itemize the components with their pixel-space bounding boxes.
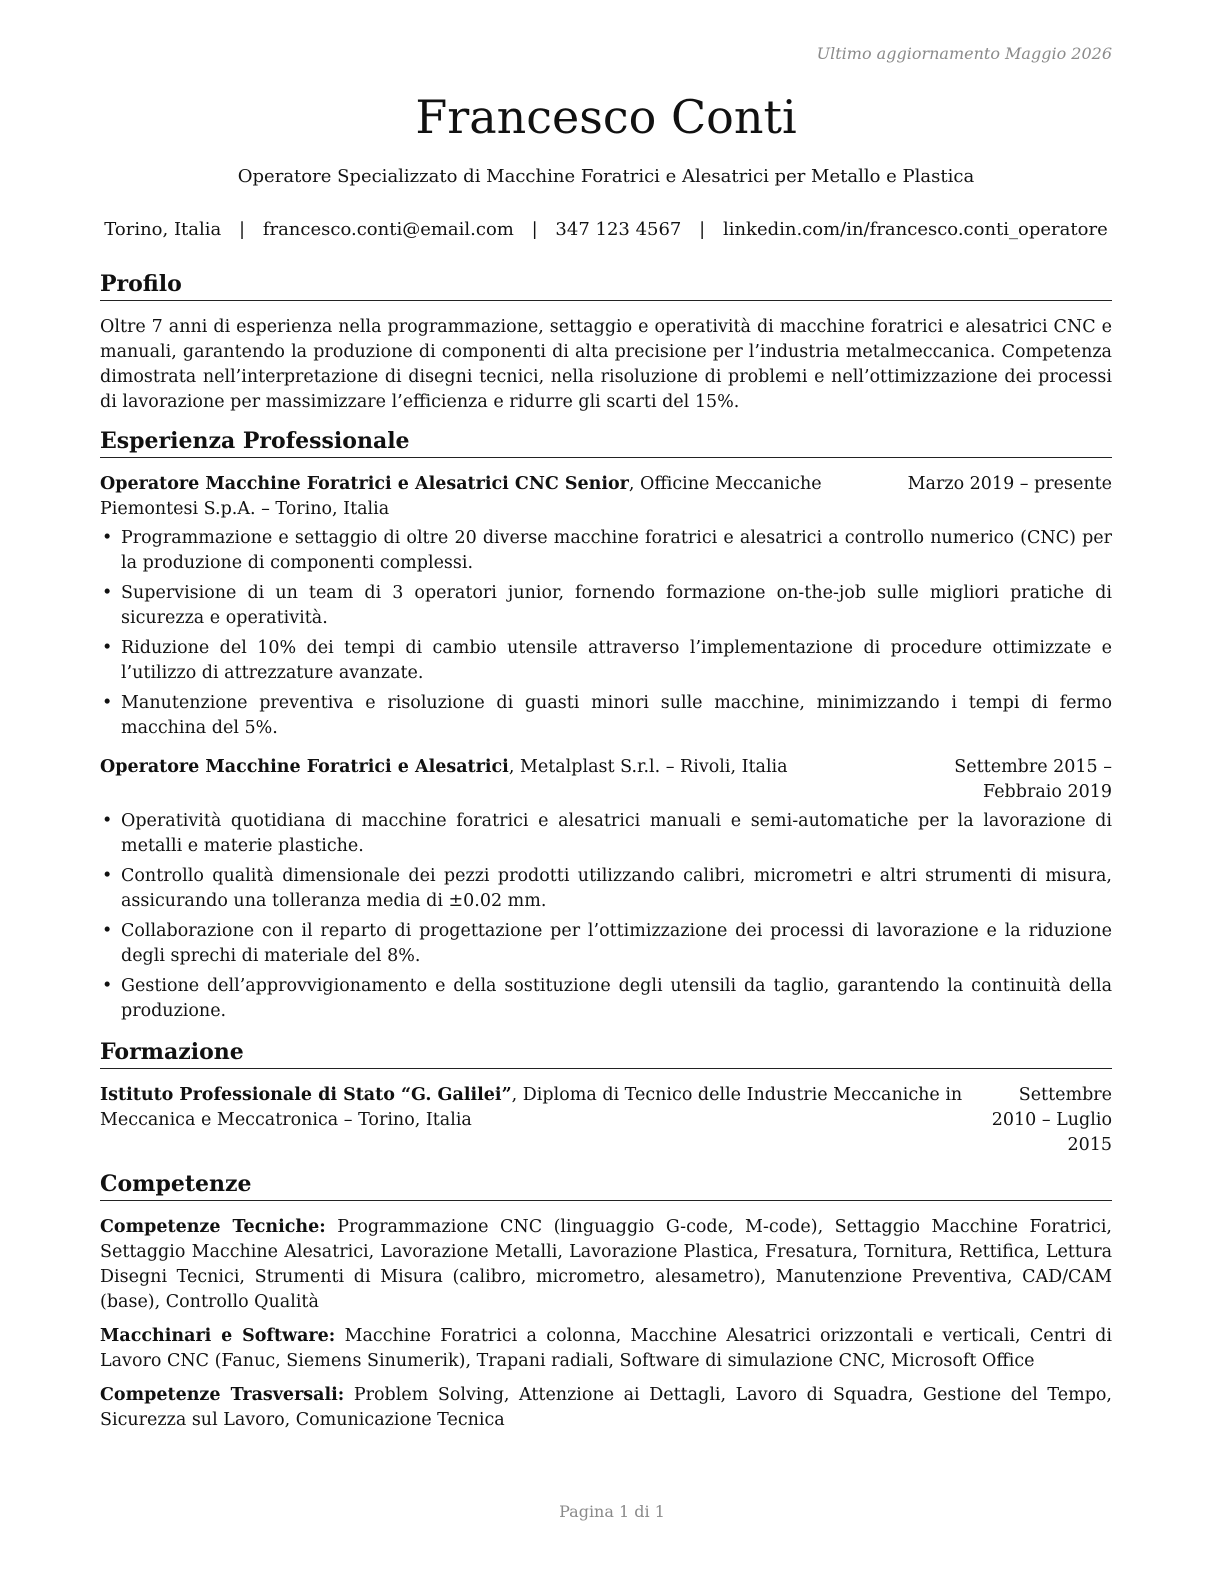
education-section xyxy=(100,1038,1112,1158)
list-item: • Gestione dell’approvvigionamento e della sostituzione degli utensili da taglio, garantendo la continuità della produzione. xyxy=(100,974,1112,1024)
contact-separator: | xyxy=(239,219,246,240)
job-title: Operatore Specializzato di Macchine Foratrici e Alesatrici per Metallo e Plastica xyxy=(237,166,975,187)
resume-content xyxy=(100,270,1112,1445)
job-bullets xyxy=(100,809,1112,1024)
contact-email[interactable]: francesco.conti@email.com xyxy=(262,219,514,240)
contact-location: Torino, Italia xyxy=(104,219,222,240)
skill-group xyxy=(100,1324,1112,1374)
job-entry xyxy=(100,755,1112,1024)
job-title-text: Operatore Macchine Foratrici e Alesatrici xyxy=(100,757,509,777)
contact-line xyxy=(100,219,1112,240)
skill-group-text: Macchine Foratrici a colonna, Macchine Alesatrici orizzontali e verticali, Centri di Lavoro CNC (Fanuc, Siemens Sinumerik), Trapani radiali, Software di simulazione CNC, Microsoft Office xyxy=(100,1326,1112,1371)
job-company: , Officine Meccaniche Piemontesi S.p.A. – Torino, Italia xyxy=(100,474,822,519)
section-heading-skills: Competenze xyxy=(100,1170,1112,1201)
list-item: • Supervisione di un team di 3 operatori junior, fornendo formazione on-the-job sulle migliori pratiche di sicurezza e operatività. xyxy=(100,581,1112,631)
education-dates: Settembre 2010 – Luglio 2015 xyxy=(991,1085,1112,1155)
experience-section xyxy=(100,427,1112,1024)
list-item: • Operatività quotidiana di macchine foratrici e alesatrici manuali e semi-automatiche per la lavorazione di metalli e materie plastiche. xyxy=(100,809,1112,859)
contact-separator: | xyxy=(531,219,538,240)
list-item: • Riduzione del 10% dei tempi di cambio utensile attraverso l’implementazione di procedure ottimizzate e l’utilizzo di attrezzature avanzate. xyxy=(100,636,1112,686)
contact-separator: | xyxy=(699,219,706,240)
list-item: • Collaborazione con il reparto di progettazione per l’ottimizzazione dei processi di lavorazione e la riduzione degli sprechi di materiale del 8%. xyxy=(100,919,1112,969)
contact-phone: 347 123 4567 xyxy=(555,219,682,240)
job-position xyxy=(100,472,890,522)
skill-group xyxy=(100,1383,1112,1433)
job-header xyxy=(100,755,1112,805)
skill-group-label: Macchinari e Software: xyxy=(100,1326,336,1346)
education-school: Istituto Professionale di Stato “G. Galilei” xyxy=(100,1085,512,1105)
list-item: • Manutenzione preventiva e risoluzione di guasti minori sulle macchine, minimizzando i tempi di fermo macchina del 5%. xyxy=(100,691,1112,741)
job-title-text: Operatore Macchine Foratrici e Alesatrici CNC Senior xyxy=(100,474,629,494)
skill-group-text: Programmazione CNC (linguaggio G-code, M-code), Settaggio Macchine Foratrici, Settaggio Macchine Alesatrici, Lavorazione Metalli, Lavorazione Plastica, Fresatura, Tornitura, Rettifica, Lettura Disegni Tecnici, Strumenti di Misura (calibro, micrometro, alesametro), Manutenzione Preventiva, CAD/CAM (base), Controllo Qualità xyxy=(100,1217,1112,1312)
job-dates: Marzo 2019 – presente xyxy=(907,474,1112,494)
skills-section xyxy=(100,1170,1112,1433)
job-company: , Metalplast S.r.l. – Rivoli, Italia xyxy=(508,757,788,777)
profile-section xyxy=(100,270,1112,415)
job-header xyxy=(100,472,1112,522)
list-item: • Programmazione e settaggio di oltre 20 diverse macchine foratrici e alesatrici a controllo numerico (CNC) per la produzione di componenti complessi. xyxy=(100,526,1112,576)
job-bullets xyxy=(100,526,1112,741)
last-updated: Ultimo aggiornamento Maggio 2026 xyxy=(816,44,1112,63)
skill-group-label: Competenze Trasversali: xyxy=(100,1385,345,1405)
section-heading-education: Formazione xyxy=(100,1038,1112,1069)
section-heading-experience: Esperienza Professionale xyxy=(100,427,1112,458)
skill-group-label: Competenze Tecniche: xyxy=(100,1217,326,1237)
profile-text: Oltre 7 anni di esperienza nella programmazione, settaggio e operatività di macchine foratrici e alesatrici CNC e manuali, garantendo la produzione di componenti di alta precisione per l’industria metalmeccanica. Competenza dimostrata nell’interpretazione di disegni tecnici, nella risoluzione di problemi e nell’ottimizzazione dei processi di lavorazione per massimizzare l’efficienza e ridurre gli scarti del 15%. xyxy=(100,317,1112,412)
contact-linkedin[interactable]: linkedin.com/in/francesco.conti_operatore xyxy=(722,219,1108,240)
skill-group-text: Problem Solving, Attenzione ai Dettagli, Lavoro di Squadra, Gestione del Tempo, Sicurezza sul Lavoro, Comunicazione Tecnica xyxy=(100,1385,1112,1430)
skill-group xyxy=(100,1215,1112,1315)
job-dates: Settembre 2015 – Febbraio 2019 xyxy=(954,757,1112,802)
education-entry xyxy=(100,1083,1112,1158)
page-number: Pagina 1 di 1 xyxy=(559,1502,665,1521)
education-degree xyxy=(100,1083,970,1158)
section-heading-profile: Profilo xyxy=(100,270,1112,301)
list-item: • Controllo qualità dimensionale dei pezzi prodotti utilizzando calibri, micrometri e altri strumenti di misura, assicurando una tolleranza media di ±0.02 mm. xyxy=(100,864,1112,914)
job-position xyxy=(100,755,876,805)
job-entry xyxy=(100,472,1112,741)
candidate-name: Francesco Conti xyxy=(415,90,797,144)
education-detail: , Diploma di Tecnico delle Industrie Meccaniche in Meccanica e Meccatronica – Torino, Italia xyxy=(100,1085,963,1130)
